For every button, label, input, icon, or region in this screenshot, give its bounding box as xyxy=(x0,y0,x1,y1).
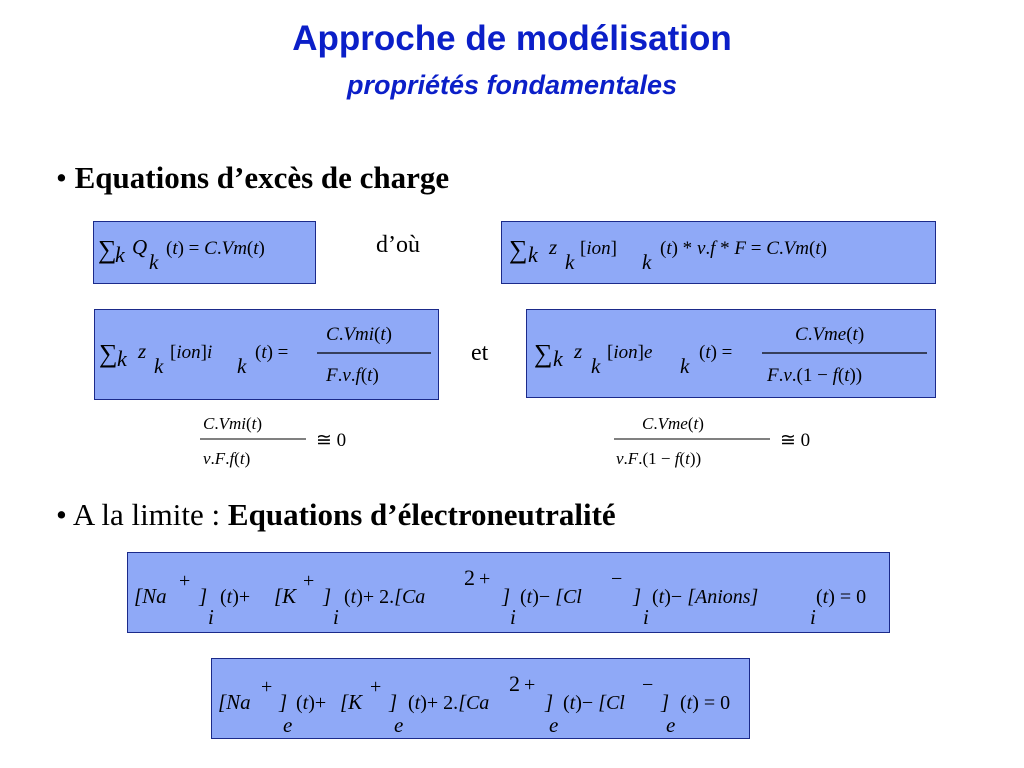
equation-box-intracellular xyxy=(94,309,439,400)
svg-text:k: k xyxy=(149,250,159,274)
approx-intracellular-formula xyxy=(198,408,368,470)
equation-box-electroneutrality-intracellular xyxy=(127,552,890,633)
approx-extracellular xyxy=(612,408,832,470)
svg-text:C.Vme(t): C.Vme(t) xyxy=(795,324,865,345)
svg-text:e: e xyxy=(283,713,293,737)
svg-text:k: k xyxy=(553,346,563,371)
svg-text:(t)+ 2.[Ca: (t)+ 2.[Ca xyxy=(344,586,426,608)
approx-intracellular xyxy=(198,408,368,470)
equation-electroneutrality-extracellular xyxy=(212,659,749,738)
svg-text:[Na: [Na xyxy=(134,584,167,608)
bullet-marker: • xyxy=(56,160,67,195)
svg-text:i: i xyxy=(510,605,516,629)
svg-text:v.F.f(t): v.F.f(t) xyxy=(203,449,251,468)
svg-text:]: ] xyxy=(633,584,642,608)
equation-extracellular xyxy=(527,310,935,397)
svg-text:e: e xyxy=(394,713,404,737)
svg-text:[K: [K xyxy=(274,584,297,608)
svg-text:]: ] xyxy=(545,690,554,714)
svg-text:+: + xyxy=(479,568,491,590)
svg-text:(t)+: (t)+ xyxy=(296,692,327,714)
equation-total-charge xyxy=(94,222,315,283)
svg-text:(t) = 0: (t) = 0 xyxy=(816,586,867,608)
svg-text:i: i xyxy=(643,605,649,629)
svg-text:k: k xyxy=(154,354,164,378)
svg-text:k: k xyxy=(591,354,601,378)
equation-box-total-charge xyxy=(93,221,316,284)
equation-intracellular xyxy=(95,310,438,399)
svg-text:[Na: [Na xyxy=(218,690,251,714)
svg-text:−: − xyxy=(611,568,623,590)
bullet-heading: Equations d’électroneutralité xyxy=(227,497,616,532)
bullet-heading: Equations d’excès de charge xyxy=(74,160,450,195)
svg-text:[ion]i: [ion]i xyxy=(170,342,213,363)
svg-text:k: k xyxy=(237,354,247,378)
svg-text:+: + xyxy=(179,570,191,592)
svg-text:(t) = C.Vm(t): (t) = C.Vm(t) xyxy=(166,238,265,259)
equation-box-extracellular xyxy=(526,309,936,398)
svg-text:]: ] xyxy=(199,584,208,608)
svg-text:(t) = 0: (t) = 0 xyxy=(680,692,731,714)
svg-text:Q: Q xyxy=(132,235,148,259)
svg-text:(t)− [Cl: (t)− [Cl xyxy=(520,586,582,608)
svg-text:i: i xyxy=(810,605,816,629)
svg-text:z: z xyxy=(549,235,558,259)
svg-text:[ion]: [ion] xyxy=(580,238,617,259)
equation-ionic-charge xyxy=(502,222,935,283)
svg-text:∑: ∑ xyxy=(509,235,528,264)
svg-text:i: i xyxy=(333,605,339,629)
svg-text:∑: ∑ xyxy=(99,339,118,368)
svg-text:]: ] xyxy=(389,690,398,714)
slide-subtitle: propriétés fondamentales xyxy=(346,70,678,100)
svg-text:F.v.f(t): F.v.f(t) xyxy=(326,365,379,386)
svg-text:C.Vmi(t): C.Vmi(t) xyxy=(203,414,263,433)
svg-text:k: k xyxy=(680,354,690,378)
svg-text:C.Vmi(t): C.Vmi(t) xyxy=(326,324,392,345)
svg-text:z: z xyxy=(574,339,583,363)
bullet-prefix: A la limite : xyxy=(72,497,228,532)
svg-text:2: 2 xyxy=(509,671,520,696)
svg-text:k: k xyxy=(565,250,575,274)
svg-text:]: ] xyxy=(661,690,670,714)
svg-text:]: ] xyxy=(323,584,332,608)
slide-title: Approche de modélisation xyxy=(292,19,732,58)
svg-text:+: + xyxy=(261,676,273,698)
svg-text:v.F.(1 − f(t)): v.F.(1 − f(t)) xyxy=(616,449,702,468)
svg-text:(t)− [Anions]: (t)− [Anions] xyxy=(652,586,759,608)
svg-text:k: k xyxy=(115,242,125,267)
svg-text:F.v.(1 − f(t)): F.v.(1 − f(t)) xyxy=(767,365,863,386)
svg-text:k: k xyxy=(117,346,127,371)
svg-text:e: e xyxy=(666,713,676,737)
svg-text:(t) =: (t) = xyxy=(255,342,289,363)
svg-text:]: ] xyxy=(502,584,511,608)
svg-text:∑: ∑ xyxy=(98,235,117,264)
svg-text:∑: ∑ xyxy=(534,339,553,368)
svg-text:C.Vme(t): C.Vme(t) xyxy=(642,414,704,433)
svg-text:k: k xyxy=(528,242,538,267)
svg-text:(t) * v.f * F = C.Vm(t): (t) * v.f * F = C.Vm(t) xyxy=(660,238,827,259)
svg-text:≅ 0: ≅ 0 xyxy=(316,430,347,451)
svg-text:i: i xyxy=(208,605,214,629)
svg-text:]: ] xyxy=(279,690,288,714)
equation-box-electroneutrality-extracellular xyxy=(211,658,750,739)
bullet-electroneutrality xyxy=(56,497,616,533)
svg-text:+: + xyxy=(524,674,536,696)
svg-text:≅ 0: ≅ 0 xyxy=(780,430,811,451)
equation-electroneutrality-intracellular xyxy=(128,553,889,632)
svg-text:+: + xyxy=(303,570,315,592)
svg-text:[K: [K xyxy=(340,690,363,714)
svg-text:−: − xyxy=(642,674,654,696)
connector-dou: d’où xyxy=(376,232,420,258)
svg-text:(t)+: (t)+ xyxy=(220,586,251,608)
svg-text:(t)+ 2.[Ca: (t)+ 2.[Ca xyxy=(408,692,490,714)
svg-text:2: 2 xyxy=(464,565,475,590)
approx-extracellular-formula xyxy=(612,408,832,470)
svg-text:e: e xyxy=(549,713,559,737)
bullet-charge-excess xyxy=(56,160,449,196)
svg-text:z: z xyxy=(138,339,147,363)
svg-text:[ion]e: [ion]e xyxy=(607,342,653,363)
connector-et: et xyxy=(471,340,489,366)
bullet-marker: • xyxy=(56,497,67,532)
svg-text:(t) =: (t) = xyxy=(699,342,733,363)
equation-box-ionic-charge xyxy=(501,221,936,284)
svg-text:+: + xyxy=(370,676,382,698)
svg-text:(t)− [Cl: (t)− [Cl xyxy=(563,692,625,714)
svg-text:k: k xyxy=(642,250,652,274)
